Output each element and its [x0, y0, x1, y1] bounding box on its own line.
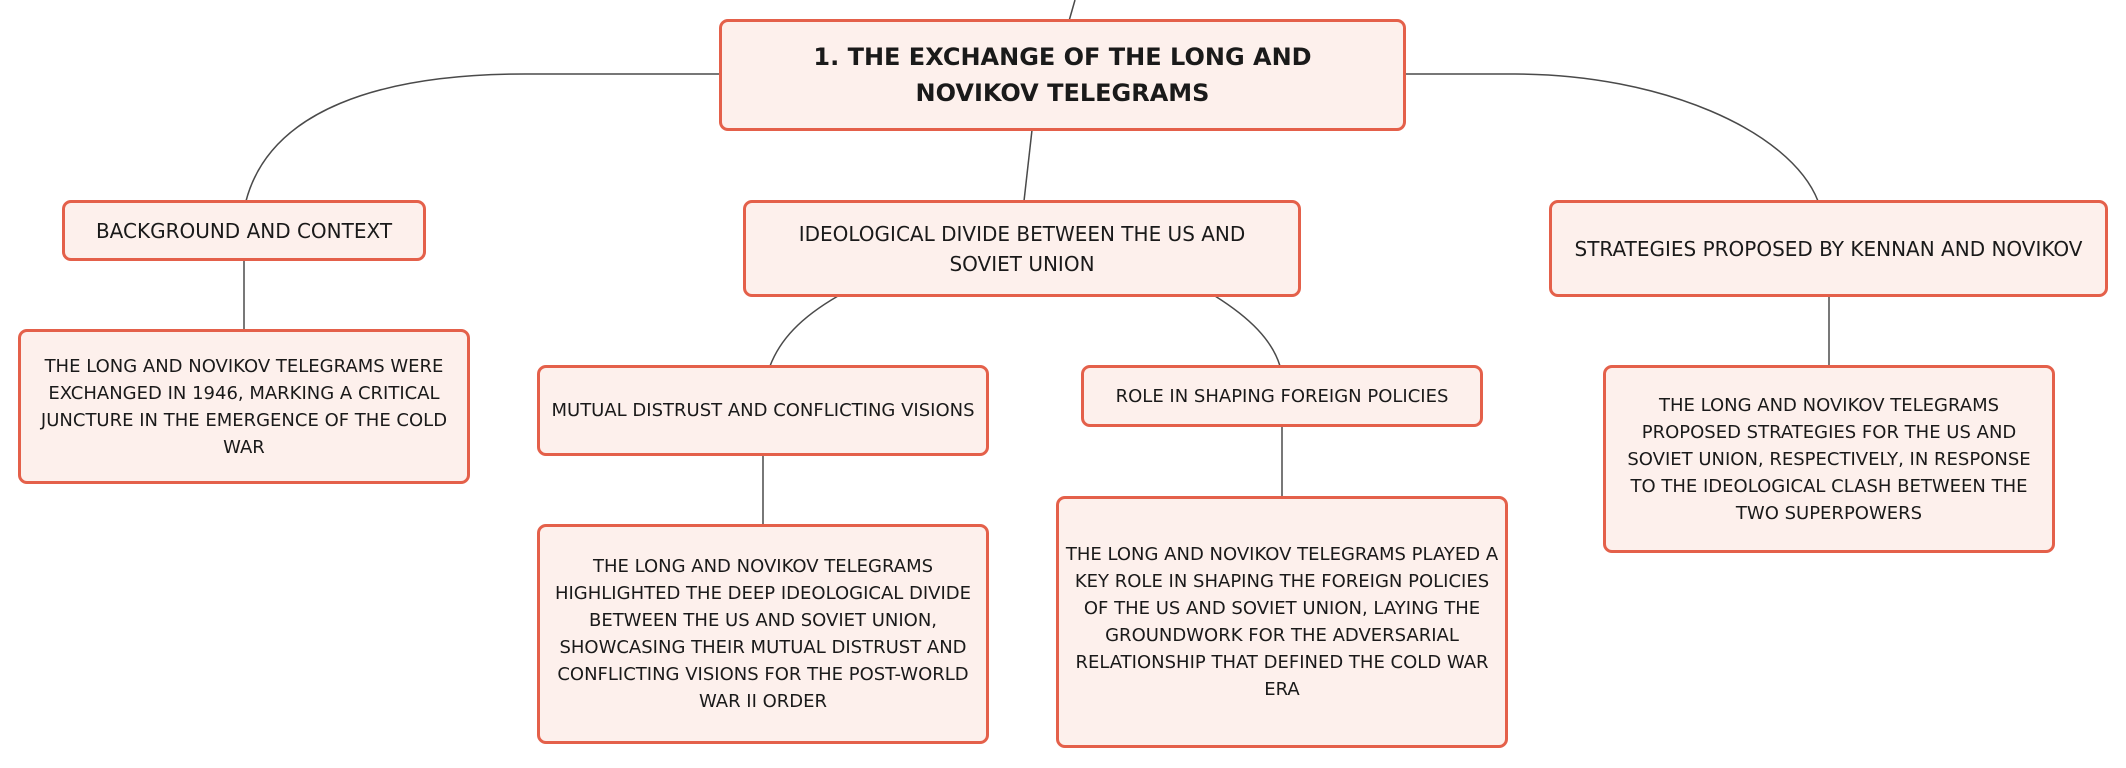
subtopic-role-in-foreign-policies[interactable]: [1081, 365, 1483, 427]
connector-root-ideological: [1024, 130, 1032, 201]
detail-role-in-foreign-policies[interactable]: [1056, 496, 1508, 748]
root-label: 1. THE EXCHANGE OF THE LONG AND NOVIKOV TELEGRAMS: [813, 43, 1312, 107]
topic-strategies-proposed[interactable]: [1549, 200, 2108, 297]
connector-root-background: [246, 74, 721, 201]
topic-background-and-context[interactable]: [62, 200, 426, 261]
detail-text: THE LONG AND NOVIKOV TELEGRAMS PLAYED A KEY ROLE IN SHAPING THE FOREIGN POLICIES OF THE US AND SOVIET UNION, LAYING THE GROUNDWORK FOR THE ADVERSARIAL RELATIONSHIP THAT DEFINED THE COLD WAR ERA: [1065, 544, 1499, 700]
subtopic-label: MUTUAL DISTRUST AND CONFLICTING VISIONS: [551, 400, 975, 421]
connector-root-strategies: [1405, 74, 1818, 201]
detail-text: THE LONG AND NOVIKOV TELEGRAMS PROPOSED STRATEGIES FOR THE US AND SOVIET UNION, RESPECTIVELY, IN RESPONSE TO THE IDEOLOGICAL CLASH BETWEEN THE TWO SUPERPOWERS: [1627, 394, 2031, 524]
topic-label: BACKGROUND AND CONTEXT: [95, 218, 393, 243]
connector-parent-root: [1069, 0, 1075, 21]
subtopic-label: ROLE IN SHAPING FOREIGN POLICIES: [1115, 385, 1449, 407]
detail-text: THE LONG AND NOVIKOV TELEGRAMS HIGHLIGHTED THE DEEP IDEOLOGICAL DIVIDE BETWEEN THE US AND SOVIET UNION, SHOWCASING THEIR MUTUAL DISTRUST AND CONFLICTING VISIONS FOR THE POST-WORLD WAR II ORDER: [554, 556, 972, 712]
root-node[interactable]: [719, 19, 1406, 131]
topic-label: STRATEGIES PROPOSED BY KENNAN AND NOVIKOV: [1574, 236, 2083, 261]
detail-strategies-proposed[interactable]: [1603, 365, 2055, 553]
connector-ideological-distrust: [770, 296, 838, 366]
connector-ideological-role: [1215, 296, 1280, 366]
topic-ideological-divide[interactable]: [743, 200, 1301, 297]
subtopic-mutual-distrust[interactable]: [537, 365, 989, 456]
detail-text: THE LONG AND NOVIKOV TELEGRAMS WERE EXCHANGED IN 1946, MARKING A CRITICAL JUNCTURE IN THE EMERGENCE OF THE COLD WAR: [40, 355, 448, 458]
detail-mutual-distrust[interactable]: [537, 524, 989, 744]
detail-background-and-context[interactable]: [18, 329, 470, 484]
topic-label: IDEOLOGICAL DIVIDE BETWEEN THE US AND SOVIET UNION: [798, 221, 1246, 276]
